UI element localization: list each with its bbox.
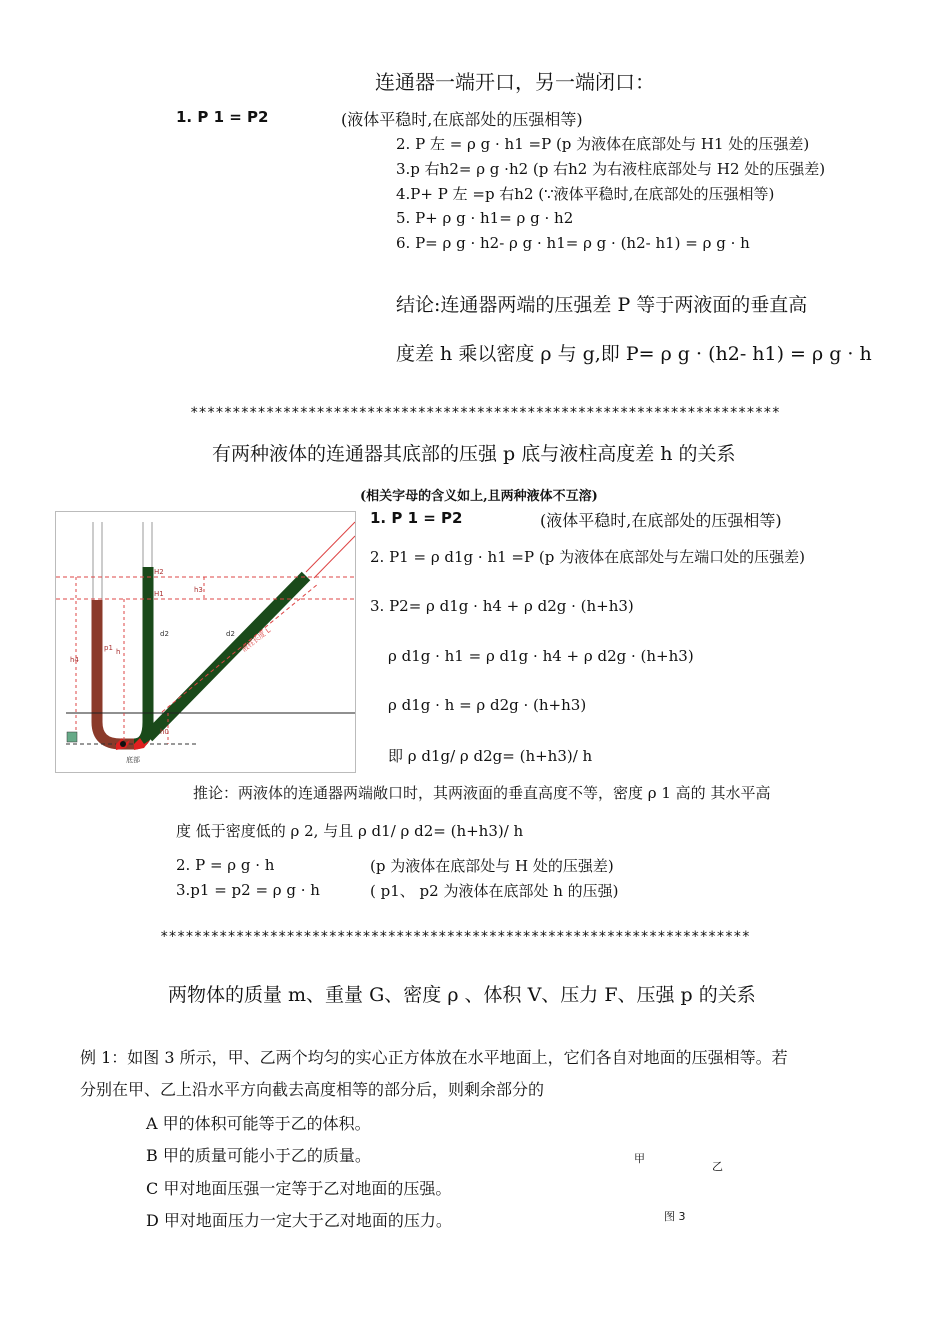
s3-option-d: D 甲对地面压力一定大于乙对地面的压力。: [146, 1211, 452, 1230]
label-h2: H2: [154, 568, 164, 576]
s1-conclusion-1: 结论:连通器两端的压强差 P 等于两液面的垂直高: [396, 294, 808, 316]
label-p1: p1: [104, 644, 113, 652]
s2-eq5: ρ d1g · h = ρ d2g · (h+h3): [388, 696, 587, 714]
s2-eq8: 3.p1 = p2 = ρ g · h: [176, 881, 320, 899]
left-liquid-column: [97, 600, 134, 744]
fig3-caption: 图 3: [664, 1210, 686, 1223]
label-h4: h4: [70, 656, 79, 664]
divider-1: **********************************************************************: [190, 405, 781, 421]
label-d2-left: d2: [160, 630, 169, 638]
s1-eq1-note: (液体平稳时,在底部处的压强相等): [341, 110, 583, 129]
section3-title: 两物体的质量 m、重量 G、密度 ρ 、体积 V、压力 F、压强 p 的关系: [168, 984, 756, 1006]
label-d2-right: d2: [226, 630, 235, 638]
s2-eq1: 1. P 1 = P2: [370, 509, 463, 527]
s2-eq4: ρ d1g · h1 = ρ d1g · h4 + ρ d2g · (h+h3): [388, 647, 694, 665]
s2-subtitle: (相关字母的含义如上,且两种液体不互溶): [360, 489, 598, 504]
s2-eq8-note: ( p1、 p2 为液体在底部处 h 的压强): [370, 882, 619, 900]
label-bottom: 底部: [126, 756, 140, 764]
fig3-label-jia: 甲: [634, 1152, 645, 1165]
label-h0: h0: [160, 728, 169, 736]
s2-inference-2: 度 低于密度低的 ρ 2, 与且 ρ d1/ ρ d2= (h+h3)/ h: [176, 822, 524, 840]
s2-eq6: 即 ρ d1g/ ρ d2g= (h+h3)/ h: [388, 747, 593, 765]
s3-example-line-1: 例 1：如图 3 所示，甲、乙两个均匀的实心正方体放在水平地面上，它们各自对地面的压强相等。若: [80, 1048, 788, 1067]
vessel-diagram: [56, 512, 355, 772]
s3-option-c: C 甲对地面压强一定等于乙对地面的压强。: [146, 1179, 452, 1198]
divider-2: **********************************************************************: [160, 929, 751, 945]
s1-eq2: 2. P 左 = ρ g · h1 =P (p 为液体在底部处与 H1 处的压强差): [396, 135, 810, 153]
s3-example-line-2: 分别在甲、乙上沿水平方向截去高度相等的部分后，则剩余部分的: [80, 1080, 545, 1099]
label-length: 液柱长度 L: [240, 626, 273, 654]
s1-eq3: 3.p 右h2= ρ g ·h2 (p 右h2 为右液柱底部处与 H2 处的压强差): [396, 160, 826, 178]
s1-eq6: 6. P= ρ g · h2- ρ g · h1= ρ g · (h2- h1) = ρ g · h: [396, 234, 750, 252]
s1-eq1: 1. P 1 = P2: [176, 108, 269, 126]
connected-vessel-figure: [55, 511, 356, 773]
section1-title: 连通器一端开口，另一端闭口：: [375, 70, 655, 94]
fig3-label-yi: 乙: [712, 1160, 723, 1173]
s1-conclusion-2: 度差 h 乘以密度 ρ 与 g,即 P= ρ g · (h2- h1) = ρ g · h: [396, 343, 872, 365]
section2-title: 有两种液体的连通器其底部的压强 p 底与液柱高度差 h 的关系: [212, 443, 736, 465]
label-h3: h3: [194, 586, 203, 594]
s2-eq3: 3. P2= ρ d1g · h4 + ρ d2g · (h+h3): [370, 597, 634, 615]
right-liquid-column: [134, 567, 148, 744]
s2-inference-1: 推论：两液体的连通器两端敞口时，其两液面的垂直高度不等，密度 ρ 1 高的 其水平高: [193, 784, 771, 802]
s2-eq7-note: (p 为液体在底部处与 H 处的压强差): [370, 857, 614, 875]
label-h1: H1: [154, 590, 164, 598]
scale-marker: [67, 732, 77, 742]
s2-eq7: 2. P = ρ g · h: [176, 856, 275, 874]
slant-tube-edge-1: [306, 522, 355, 572]
s3-option-b: B 甲的质量可能小于乙的质量。: [146, 1146, 371, 1165]
s3-option-a: A 甲的体积可能等于乙的体积。: [146, 1114, 371, 1133]
s1-eq5: 5. P+ ρ g · h1= ρ g · h2: [396, 209, 574, 227]
s2-eq1-note: (液体平稳时,在底部处的压强相等): [540, 511, 782, 530]
label-h: h: [116, 648, 121, 656]
s2-eq2: 2. P1 = ρ d1g · h1 =P (p 为液体在底部处与左端口处的压强差): [370, 548, 805, 566]
s1-eq4: 4.P+ P 左 =p 右h2 (∵液体平稳时,在底部处的压强相等): [396, 185, 775, 203]
bottom-point: [120, 741, 126, 747]
